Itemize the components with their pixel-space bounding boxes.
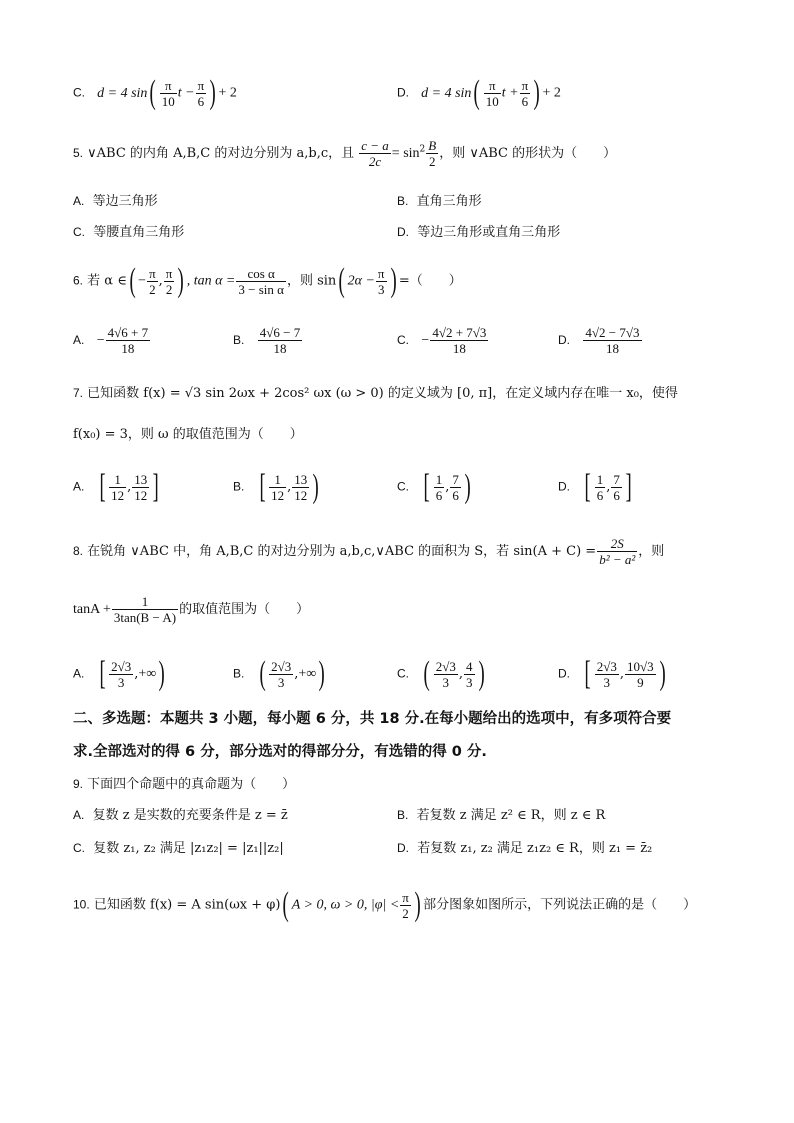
- option-label: B.: [233, 333, 245, 347]
- option-label: D.: [397, 85, 409, 100]
- section-heading-line1: 二、多选题：本题共 3 小题，每小题 6 分，共 18 分.在每小题给出的选项中，有多项符合要: [73, 711, 672, 727]
- fraction: $\frac{7}{6}$: [613, 471, 620, 503]
- fraction: $\frac{1}{12}$: [111, 471, 125, 503]
- fraction: $\frac{4}{3}$: [466, 658, 473, 690]
- option-label: A.: [73, 666, 85, 681]
- bracket: [: [99, 468, 106, 505]
- fraction: $\frac{\pi}{6}$: [197, 77, 205, 109]
- q6-option-c[interactable]: [397, 325, 489, 356]
- stem-text: 已知函数 f(x) = A sin(ωx + φ): [93, 897, 281, 913]
- option-label: D.: [558, 479, 570, 494]
- option-text: 等腰直角三角形: [93, 225, 185, 240]
- option-label: A.: [73, 333, 85, 347]
- q9-option-a[interactable]: [73, 809, 288, 822]
- stem-text: ∨ABC 的内角 A,B,C 的对边分别为 a,b,c，且: [87, 146, 355, 161]
- option-label: D.: [558, 333, 570, 347]
- option-text: 等边三角形: [92, 194, 158, 209]
- fraction: $\frac{1}{6}$: [435, 471, 443, 503]
- option-label: A.: [73, 479, 85, 494]
- sign: −: [96, 333, 105, 348]
- option-label: B.: [397, 194, 409, 208]
- bracket: ): [318, 655, 326, 692]
- q8-option-d[interactable]: D. [ $\frac{2√3}{3}$ , $\frac{10√3}{9}$ ): [558, 655, 666, 692]
- q5-option-b[interactable]: [397, 195, 482, 208]
- option-label: D.: [558, 666, 570, 681]
- bracket: ): [158, 655, 166, 692]
- fraction: $\frac{\pi}{2}$: [402, 889, 409, 921]
- q9-option-d[interactable]: [397, 842, 652, 855]
- fraction: $\frac{\pi}{2}$: [149, 265, 156, 297]
- option-label: C.: [73, 85, 85, 100]
- q7-option-b[interactable]: B. [ $\frac{1}{12}$ , $\frac{13}{12}$ ): [233, 468, 319, 505]
- q7-option-c[interactable]: C. [ $\frac{1}{6}$ , $\frac{7}{6}$ ): [397, 468, 471, 505]
- stem-text: 若 α ∈: [87, 273, 127, 289]
- q9-option-b[interactable]: [397, 809, 605, 822]
- question-number: 5.: [73, 146, 84, 160]
- q6-stem: 6. 若 α ∈( − $\frac{\pi}{2}$ , $\frac{\pi}{2}$ ) , tan α = $\frac{\text{cos α}}{\text{3 − sin α}}$ ，则 sin( 2α − $\frac{\pi}{3}$ ) =（ ）: [73, 262, 462, 299]
- expr-part: = sin: [391, 146, 420, 161]
- q4-option-d[interactable]: D. d = 4 sin( $\frac{\pi}{10}$ t + $\frac{\pi}{6}$ ) + 2: [397, 74, 561, 111]
- fraction: $\frac{4√2 + 7√3}{18}$: [432, 325, 487, 356]
- stem-text: 在锐角 ∨ABC 中，角 A,B,C 的对边分别为 a,b,c,∨ABC 的面积为 S，若 sin(A + C) =: [87, 544, 597, 559]
- option-label: A.: [73, 808, 85, 822]
- fraction: $\frac{1}{3\tan(B - A)}$: [113, 594, 177, 625]
- option-label: C.: [73, 225, 85, 239]
- expr-part: t −: [177, 85, 195, 101]
- question-number: 8.: [73, 544, 84, 558]
- bracket: ]: [152, 468, 159, 505]
- fraction: $\frac{2S}{\text{b² − a²}}$: [599, 536, 636, 567]
- bracket: (: [259, 655, 266, 692]
- question-number: 6.: [73, 273, 84, 288]
- q7-stem-line1: [73, 387, 678, 400]
- option-text: 复数 z₁, z₂ 满足 |z₁z₂| = |z₁||z₂|: [93, 841, 284, 856]
- expr-part: + 2: [542, 85, 561, 101]
- question-number: 10.: [73, 897, 90, 912]
- sign: −: [421, 333, 430, 348]
- option-text: 若复数 z 满足 z² ∈ R，则 z ∈ R: [416, 808, 606, 823]
- fraction: $\frac{B}{2}$: [428, 138, 437, 169]
- bracket: ): [478, 655, 485, 692]
- bracket: [: [584, 468, 592, 505]
- fraction: $\frac{\pi}{10}$: [161, 77, 175, 109]
- stem-text: 部分图象如图所示，下列说法正确的是（ ）: [423, 897, 697, 913]
- stem-text: f(x₀) = 3，则 ω 的取值范围为（ ）: [73, 427, 303, 442]
- option-label: C.: [73, 841, 85, 855]
- fraction: $\frac{7}{6}$: [452, 471, 459, 503]
- expr-part: t +: [501, 85, 519, 101]
- q6-option-d[interactable]: [558, 325, 643, 356]
- fraction: $\frac{\pi}{2}$: [165, 265, 173, 297]
- q6-option-b[interactable]: [233, 325, 303, 356]
- option-text: 复数 z 是实数的充要条件是 z = z̄: [92, 808, 288, 823]
- bracket: [: [99, 655, 106, 692]
- fraction: $\frac{1}{12}$: [271, 471, 285, 503]
- option-text: 等边三角形或直角三角形: [417, 225, 561, 240]
- expr-part: , tan α =: [186, 273, 236, 289]
- option-text: 直角三角形: [416, 194, 482, 209]
- fraction: $\frac{\text{cos α}}{\text{3 − sin α}}$: [238, 265, 284, 297]
- stem-text: =（ ）: [398, 273, 462, 289]
- q7-option-d[interactable]: D. [ $\frac{1}{6}$ , $\frac{7}{6}$ ]: [558, 468, 632, 505]
- expr-part: A > 0, ω > 0, |φ| <: [291, 897, 400, 913]
- fraction: $\frac{c - a}{2c}$: [361, 138, 389, 169]
- stem-text: 的取值范围为（ ）: [179, 602, 310, 617]
- q6-option-a[interactable]: [73, 325, 151, 356]
- fraction: $\frac{13}{12}$: [134, 471, 148, 503]
- fraction: $\frac{\pi}{10}$: [485, 77, 499, 109]
- q7-stem-line2: [73, 428, 303, 441]
- bracket: [: [584, 655, 592, 692]
- fraction: $\frac{4√2 - 7√3}{18}$: [585, 325, 640, 356]
- q9-option-c[interactable]: [73, 842, 284, 855]
- q8-stem-line1: [73, 536, 664, 567]
- q4-option-c[interactable]: C. d = 4 sin( $\frac{\pi}{10}$ t − $\frac{\pi}{6}$ ) + 2: [73, 74, 237, 111]
- fraction: $\frac{2√3}{3}$: [271, 658, 292, 690]
- bracket: ]: [625, 468, 632, 505]
- expr-part: −: [138, 273, 147, 289]
- fraction: $\frac{\pi}{6}$: [521, 77, 529, 109]
- expr-part: d = 4 sin: [97, 85, 148, 101]
- fraction: $\frac{4√6 - 7}{18}$: [259, 325, 301, 356]
- option-label: B.: [233, 666, 245, 681]
- fraction: $\frac{2√3}{3}$: [596, 658, 617, 690]
- expr-part: +∞: [138, 666, 157, 682]
- q9-stem: [73, 778, 295, 791]
- fraction: $\frac{10√3}{9}$: [627, 658, 654, 690]
- expr-part: d = 4 sin: [421, 85, 472, 101]
- q5-option-a[interactable]: [73, 195, 158, 208]
- expr-part: + 2: [218, 85, 237, 101]
- option-text: 若复数 z₁, z₂ 满足 z₁z₂ ∈ R，则 z₁ = z̄₂: [417, 841, 653, 856]
- q7-option-a[interactable]: A. [ $\frac{1}{12}$ , $\frac{13}{12}$ ]: [73, 468, 159, 505]
- fraction: $\frac{\pi}{3}$: [377, 265, 385, 297]
- exponent: 2: [419, 144, 426, 155]
- q8-option-b[interactable]: B. ( $\frac{2√3}{3}$ ,+∞): [233, 655, 326, 692]
- fraction: $\frac{4√6 + 7}{18}$: [107, 325, 149, 356]
- fraction: $\frac{2√3}{3}$: [111, 658, 132, 690]
- option-label: B.: [397, 808, 409, 822]
- q5-option-c[interactable]: [73, 226, 184, 239]
- option-label: A.: [73, 194, 85, 208]
- bracket: ): [659, 655, 666, 692]
- q8-option-c[interactable]: C. ( $\frac{2√3}{3}$ , $\frac{4}{3}$ ): [397, 655, 485, 692]
- stem-text: ，则 ∨ABC 的形状为（ ）: [439, 146, 617, 161]
- bracket: [: [423, 468, 431, 505]
- fraction: $\frac{13}{12}$: [294, 471, 308, 503]
- q5-stem: [73, 138, 616, 169]
- option-label: C.: [397, 333, 409, 347]
- bracket: [: [259, 468, 266, 505]
- q8-stem-line2: [73, 594, 309, 625]
- q5-option-d[interactable]: [397, 226, 560, 239]
- option-label: D.: [397, 841, 409, 855]
- expr-part: +∞: [298, 666, 317, 682]
- option-label: B.: [233, 479, 245, 494]
- q10-stem: 10. 已知函数 f(x) = A sin(ωx + φ)( A > 0, ω > 0, |φ| < $\frac{\pi}{2}$ ) 部分图象如图所示，下列说法正确的是（ ）: [73, 886, 697, 923]
- section-heading-line2: 求.全部选对的得 6 分，部分选对的得部分分，有选错的得 0 分.: [73, 744, 487, 760]
- expr-part: tanA +: [73, 602, 111, 617]
- stem-text: 已知函数 f(x) = √3 sin 2ωx + 2cos² ωx (ω > 0) 的定义域为 [0, π]，在定义域内存在唯一 x₀，使得: [87, 386, 678, 401]
- bracket: ): [464, 468, 471, 505]
- bracket: (: [423, 655, 431, 692]
- fraction: $\frac{2√3}{3}$: [435, 658, 456, 690]
- stem-text: 下面四个命题中的真命题为（ ）: [87, 777, 296, 792]
- option-label: C.: [397, 479, 409, 494]
- question-number: 9.: [73, 777, 84, 791]
- fraction: $\frac{1}{6}$: [596, 471, 604, 503]
- stem-text: ，则: [638, 544, 665, 559]
- q8-option-a[interactable]: A. [ $\frac{2√3}{3}$ ,+∞): [73, 655, 166, 692]
- option-label: D.: [397, 225, 409, 239]
- expr-part: 2α −: [347, 273, 375, 289]
- stem-text: ，则 sin: [286, 273, 337, 289]
- question-number: 7.: [73, 386, 84, 400]
- option-label: C.: [397, 666, 409, 681]
- bracket: ): [312, 468, 319, 505]
